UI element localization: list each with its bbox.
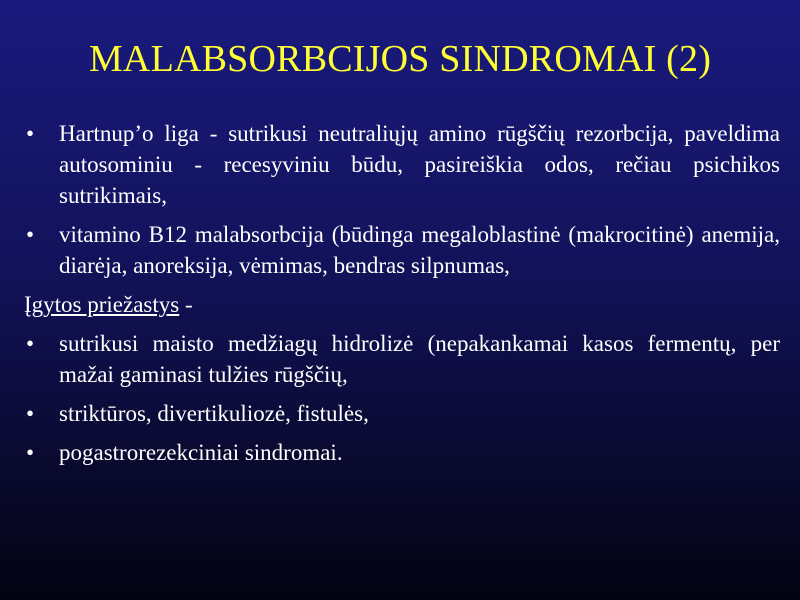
bullet-icon: • — [26, 121, 35, 146]
acquired-causes-suffix: - — [179, 292, 193, 317]
list-item-text: pogastrorezekciniai sindromai. — [59, 440, 343, 465]
slide-content — [24, 118, 780, 476]
bullet-icon: • — [26, 331, 35, 356]
acquired-causes-heading — [24, 289, 780, 320]
slide-title: MALABSORBCIJOS SINDROMAI (2) — [88, 38, 712, 80]
bullet-icon: • — [26, 440, 35, 465]
bullet-icon: • — [26, 222, 35, 247]
list-item — [24, 328, 780, 390]
list-item-text: sutrikusi maisto medžiagų hidrolizė (nepakankamai kasos fermentų, per mažai gaminasi tulžies rūgščių, — [59, 331, 780, 387]
list-item — [24, 398, 780, 429]
list-item — [24, 118, 780, 211]
bullet-icon: • — [26, 401, 35, 426]
acquired-causes-label: Įgytos priežastys — [24, 292, 180, 317]
list-item-text: Hartnup’o liga - sutrikusi neutraliųjų amino rūgščių rezorbcija, paveldima autosominiu - recesyviniu būdu, pasireiškia odos, rečiau psichikos sutrikimais, — [59, 121, 780, 208]
list-item — [24, 437, 780, 468]
list-item-text: vitamino B12 malabsorbcija (būdinga megaloblastinė (makrocitinė) anemija, diarėja, anoreksija, vėmimas, bendras silpnumas, — [59, 222, 780, 278]
list-item — [24, 219, 780, 281]
list-item-text: striktūros, divertikuliozė, fistulės, — [59, 401, 369, 426]
